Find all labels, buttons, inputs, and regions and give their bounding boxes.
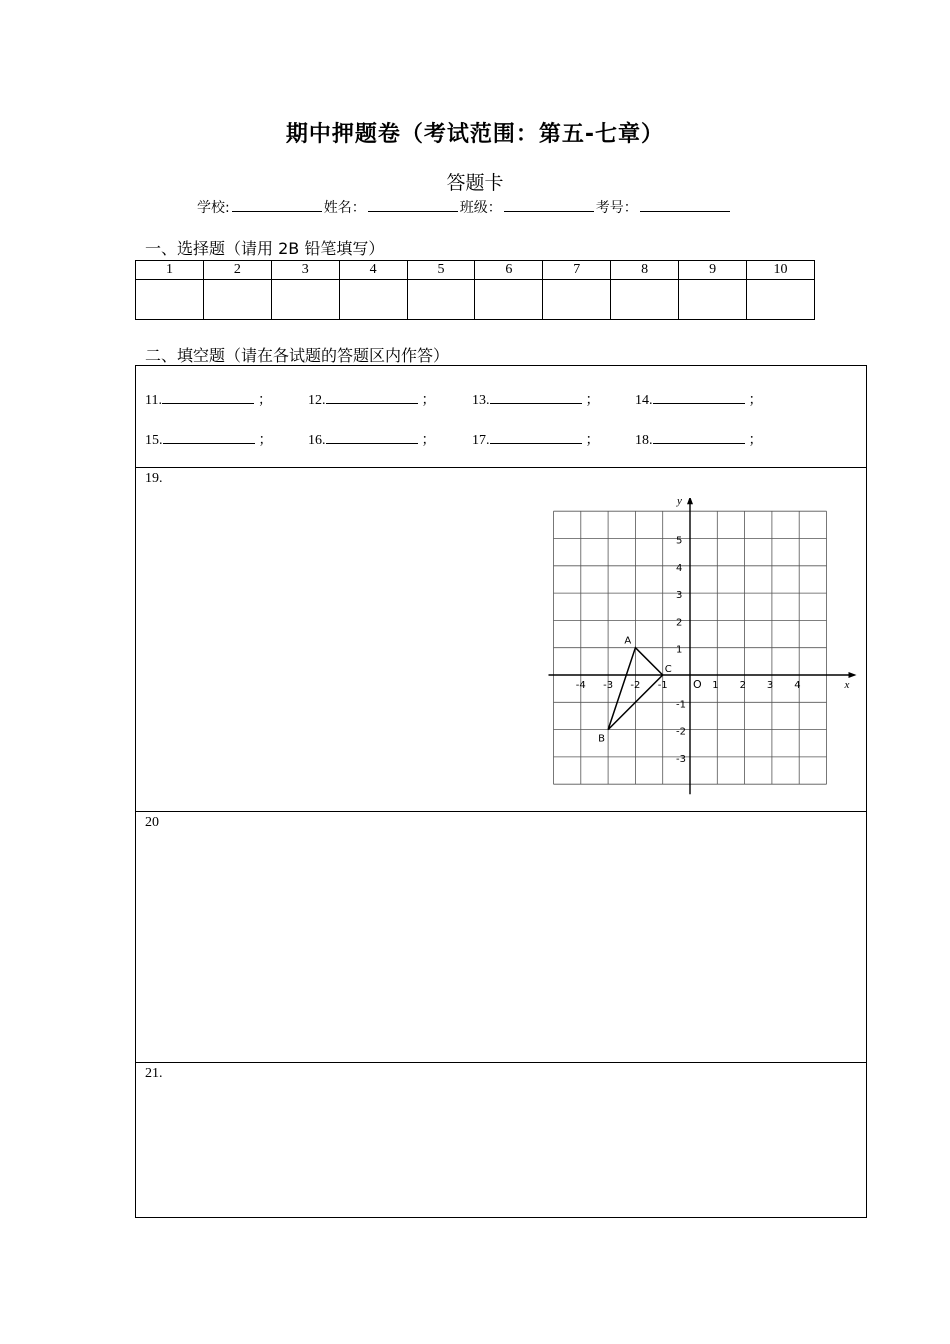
mc-answer-cell[interactable] <box>407 280 475 320</box>
fill-number: 12. <box>308 393 326 408</box>
y-tick-label: -1 <box>676 699 686 711</box>
fill-item-16[interactable] <box>308 429 436 449</box>
mc-question-number: 5 <box>407 261 475 280</box>
x-tick-label: -4 <box>575 680 586 691</box>
school-label: 学校: <box>197 200 230 216</box>
x-tick-label: 1 <box>712 680 719 691</box>
fill-number: 17. <box>472 433 490 448</box>
y-axis-arrow <box>687 498 693 504</box>
y-tick-label: -3 <box>676 753 686 765</box>
coordinate-plane-figure <box>544 498 864 798</box>
mc-answer-cell[interactable] <box>136 280 204 320</box>
mc-question-number: 1 <box>136 261 204 280</box>
school-field[interactable] <box>232 199 322 212</box>
origin-label: O <box>693 678 702 691</box>
y-tick-label: 4 <box>676 562 683 574</box>
mc-header-row <box>136 261 815 280</box>
fill-separator: ； <box>585 433 600 448</box>
point-label: C <box>664 664 672 675</box>
fill-item-17[interactable] <box>472 429 600 449</box>
mc-question-number: 7 <box>543 261 611 280</box>
mc-answer-cell[interactable] <box>543 280 611 320</box>
fill-item-11[interactable] <box>145 389 272 409</box>
y-tick-label: 2 <box>676 617 683 629</box>
y-tick-label: 3 <box>676 590 683 602</box>
name-label: 姓名： <box>323 200 366 216</box>
name-field[interactable] <box>368 199 458 212</box>
fill-number: 13. <box>472 393 490 408</box>
mc-question-number: 10 <box>747 261 815 280</box>
answer-line[interactable] <box>490 431 582 444</box>
mc-question-number: 2 <box>203 261 271 280</box>
fill-blank-box <box>135 365 867 468</box>
mc-answer-cell[interactable] <box>271 280 339 320</box>
fill-item-15[interactable] <box>145 429 273 449</box>
answer-line[interactable] <box>653 431 745 444</box>
question-21-box[interactable] <box>135 1062 867 1218</box>
page-title: 期中押题卷（考试范围：第五-七章） <box>285 122 665 147</box>
answer-line[interactable] <box>326 431 418 444</box>
y-tick-label: 5 <box>676 535 683 547</box>
x-tick-label: -3 <box>603 680 614 691</box>
fill-separator: ； <box>258 433 273 448</box>
section1-heading: 一、选择题（请用 2B 铅笔填写） <box>145 239 385 258</box>
x-tick-label: 4 <box>794 680 801 691</box>
mc-answer-cell[interactable] <box>475 280 543 320</box>
mc-answer-cell[interactable] <box>339 280 407 320</box>
fill-separator: ； <box>748 433 763 448</box>
fill-number: 15. <box>145 433 163 448</box>
class-field[interactable] <box>504 199 594 212</box>
fill-separator: ； <box>421 433 436 448</box>
answer-card-subtitle: 答题卡 <box>446 172 504 194</box>
mc-question-number: 6 <box>475 261 543 280</box>
fill-number: 16. <box>308 433 326 448</box>
answer-line[interactable] <box>490 391 582 404</box>
y-tick-label: 1 <box>676 644 683 656</box>
mc-answer-cell[interactable] <box>747 280 815 320</box>
mc-answer-row <box>136 280 815 320</box>
fill-separator: ； <box>257 393 272 408</box>
point-label: B <box>598 733 605 745</box>
question-19-label: 19. <box>145 471 163 486</box>
mc-question-number: 3 <box>271 261 339 280</box>
fill-item-18[interactable] <box>635 429 763 449</box>
multiple-choice-table <box>135 260 815 320</box>
student-info-line <box>197 197 732 217</box>
x-axis-label: x <box>844 679 850 691</box>
class-label: 班级： <box>459 200 502 216</box>
point-label: A <box>624 635 632 647</box>
question-21-label: 21. <box>145 1066 163 1081</box>
mc-answer-cell[interactable] <box>611 280 679 320</box>
mc-answer-cell[interactable] <box>203 280 271 320</box>
fill-separator: ； <box>748 393 763 408</box>
fill-separator: ； <box>421 393 436 408</box>
number-field[interactable] <box>640 199 730 212</box>
number-label: 考号： <box>595 200 638 216</box>
answer-line[interactable] <box>163 431 255 444</box>
section2-heading: 二、填空题（请在各试题的答题区内作答） <box>145 346 450 365</box>
answer-line[interactable] <box>653 391 745 404</box>
mc-question-number: 8 <box>611 261 679 280</box>
x-tick-label: -2 <box>630 680 641 691</box>
mc-answer-cell[interactable] <box>679 280 747 320</box>
mc-question-number: 9 <box>679 261 747 280</box>
answer-line[interactable] <box>162 391 254 404</box>
x-tick-label: 3 <box>766 680 774 691</box>
x-axis-arrow <box>849 672 857 678</box>
question-20-label: 20 <box>145 815 159 830</box>
fill-item-12[interactable] <box>308 389 436 409</box>
x-tick-label: 2 <box>739 680 746 691</box>
question-19-box[interactable] <box>135 467 867 812</box>
fill-item-13[interactable] <box>472 389 600 409</box>
y-tick-label: -2 <box>676 726 686 738</box>
fill-item-14[interactable] <box>635 389 763 409</box>
x-tick-label: -1 <box>657 680 668 691</box>
fill-number: 11. <box>145 393 162 408</box>
question-20-box[interactable] <box>135 811 867 1063</box>
fill-number: 18. <box>635 433 653 448</box>
fill-separator: ； <box>585 393 600 408</box>
mc-question-number: 4 <box>339 261 407 280</box>
answer-line[interactable] <box>326 391 418 404</box>
fill-number: 14. <box>635 393 653 408</box>
y-axis-label: y <box>677 498 682 508</box>
